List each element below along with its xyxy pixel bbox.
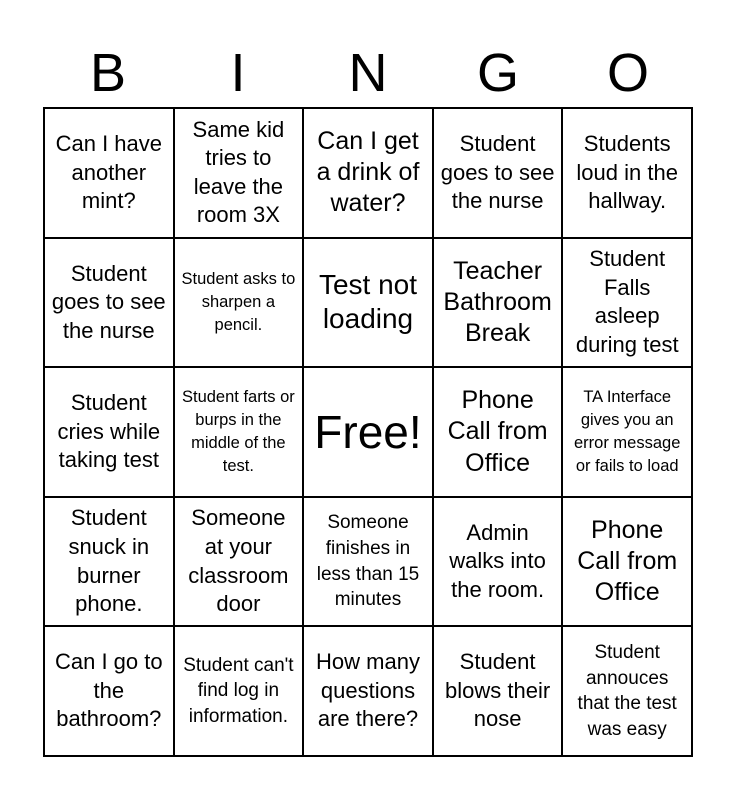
bingo-card-grid — [43, 107, 693, 757]
bingo-cell-r5-c5 — [562, 626, 692, 756]
bingo-cell-r3-c4 — [433, 367, 563, 497]
bingo-cell-r1-c2 — [174, 108, 304, 238]
bingo-cell-r5-c2 — [174, 626, 304, 756]
bingo-cell-r4-c5 — [562, 497, 692, 627]
cell-text: Student goes to see the nurse — [51, 260, 166, 343]
header-letter-o: O — [606, 43, 649, 103]
bingo-cell-r4-c1 — [44, 497, 174, 627]
bingo-cell-r5-c4 — [433, 626, 563, 756]
cell-text: Someone finishes in less than 15 minutes — [316, 512, 420, 611]
cell-text: How many questions are there? — [316, 649, 420, 732]
bingo-cell-r3-c5 — [562, 367, 692, 497]
bingo-cell-r2-c4 — [433, 238, 563, 368]
bingo-cell-r4-c4 — [433, 497, 563, 627]
cell-text: Student farts or burps in the middle of the test. — [181, 388, 295, 475]
cell-text: Student snuck in burner phone. — [68, 505, 150, 617]
bingo-cell-r1-c4 — [433, 108, 563, 238]
cell-text: Can I go to the bathroom? — [54, 649, 163, 732]
cell-text: Student asks to sharpen a pencil. — [181, 270, 296, 334]
bingo-cell-free-space — [303, 367, 433, 497]
bingo-cell-r1-c1 — [44, 108, 174, 238]
bingo-cell-r4-c2 — [174, 497, 304, 627]
cell-text: Students loud in the hallway. — [576, 130, 678, 214]
cell-text: Teacher Bathroom Break — [443, 256, 552, 348]
cell-text: Can I have another mint? — [55, 130, 162, 214]
bingo-cell-r3-c2 — [174, 367, 304, 497]
header-letter-b: B — [89, 43, 127, 103]
bingo-cell-r2-c3 — [303, 238, 433, 368]
cell-text: Student Falls asleep during test — [575, 246, 679, 357]
bingo-cell-r2-c5 — [562, 238, 692, 368]
cell-text: Student annouces that the test was easy — [577, 641, 677, 740]
bingo-cell-r4-c3 — [303, 497, 433, 627]
cell-text: Phone Call from Office — [577, 515, 678, 607]
bingo-cell-r2-c2 — [174, 238, 304, 368]
bingo-header — [43, 40, 693, 106]
bingo-cell-r5-c3 — [303, 626, 433, 756]
cell-text: Phone Call from Office — [447, 386, 548, 477]
cell-text: Admin walks into the room. — [449, 519, 546, 602]
cell-text: Someone at your classroom door — [188, 505, 289, 617]
bingo-cell-r2-c1 — [44, 238, 174, 368]
bingo-cell-r3-c1 — [44, 367, 174, 497]
cell-text: Can I get a drink of water? — [316, 126, 420, 218]
header-letter-i: I — [230, 43, 246, 103]
free-space-text: Free! — [314, 405, 422, 458]
cell-text: Student blows their nose — [445, 649, 551, 732]
bingo-cell-r1-c3 — [303, 108, 433, 238]
cell-text: Test not loading — [318, 269, 418, 335]
cell-text: Student goes to see the nurse — [440, 130, 555, 214]
cell-text: Student cries while taking test — [57, 390, 161, 473]
cell-text: TA Interface gives you an error message or fails to load — [574, 388, 681, 475]
cell-text: Same kid tries to leave the room 3X — [192, 116, 285, 228]
header-letter-n: N — [348, 43, 388, 103]
cell-text: Student can't find log in information. — [183, 654, 294, 728]
bingo-cell-r1-c5 — [562, 108, 692, 238]
header-letter-g: G — [476, 43, 519, 103]
bingo-cell-r5-c1 — [44, 626, 174, 756]
